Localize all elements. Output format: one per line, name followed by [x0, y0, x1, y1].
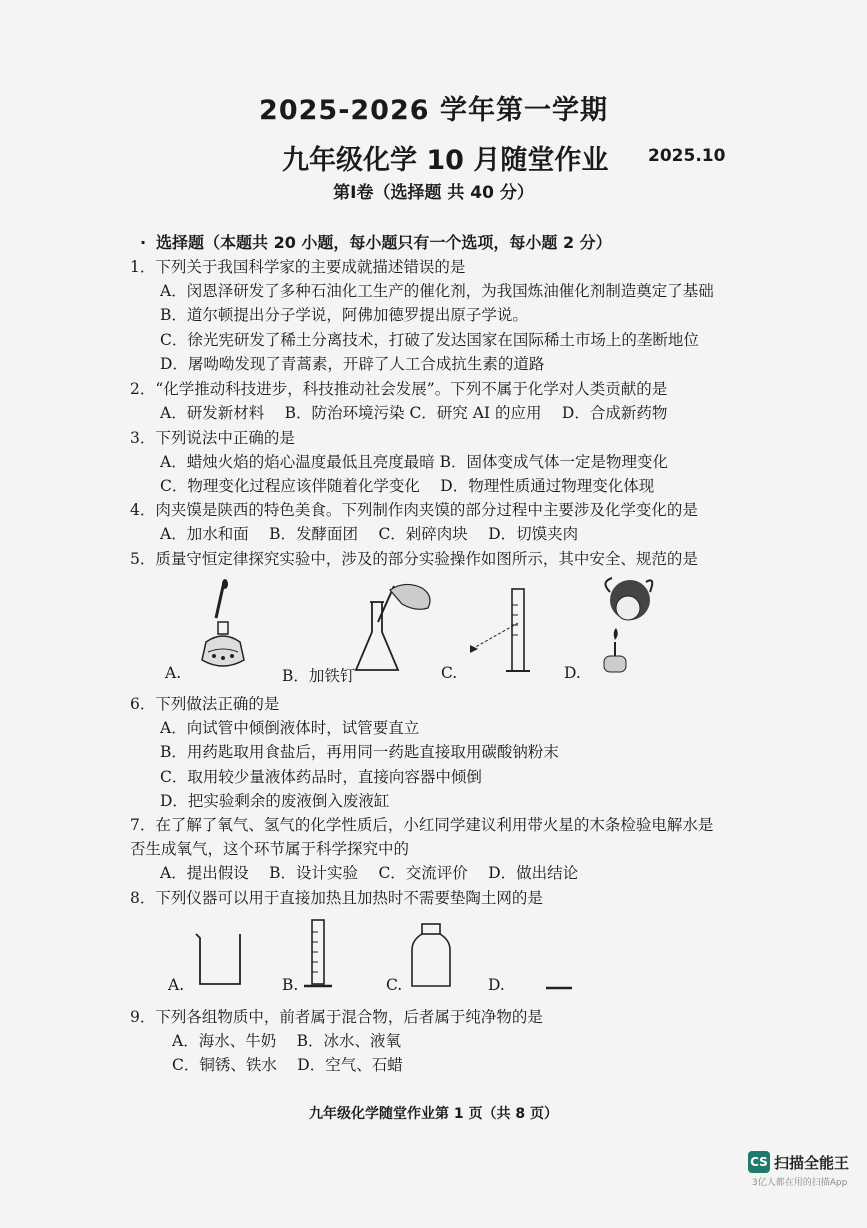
- question-9-options-ab: A．海水、牛奶 B．冰水、液氧: [172, 1032, 402, 1050]
- alcohol-lamp-lighting-figure: [188, 580, 258, 680]
- question-1-stem: 1．下列关于我国科学家的主要成就描述错误的是: [130, 258, 466, 276]
- question-2-stem: 2．“化学推动科技进步，科技推动社会发展”。下列不属于化学对人类贡献的是: [130, 380, 668, 398]
- question-5-stem: 5．质量守恒定律探究实验中，涉及的部分实验操作如图所示，其中安全、规范的是: [130, 550, 698, 568]
- question-5-label-b: B．加铁钉: [282, 667, 356, 685]
- graduated-cylinder-reading-figure: [466, 585, 536, 680]
- question-5-label-d: D.: [564, 664, 581, 682]
- question-4-options: A．加水和面 B．发酵面团 C．剁碎肉块 D．切馍夹肉: [160, 525, 579, 543]
- question-7-stem: 7．在了解了氧气、氢气的化学性质后，小红同学建议利用带火星的木条检验电解水是: [130, 816, 714, 834]
- measuring-cylinder-figure: [300, 918, 336, 992]
- question-1-option-a: A．闵恩泽研发了多种石油化工生产的催化剂，为我国炼油催化剂制造奠定了基础: [160, 282, 714, 300]
- question-6-option-c: C．取用较少量液体药品时，直接向容器中倾倒: [160, 768, 482, 786]
- question-8-label-b: B.: [282, 976, 299, 994]
- part-heading: 第Ⅰ卷（选择题 共 40 分）: [333, 183, 534, 203]
- exam-date: 2025.10: [648, 146, 726, 166]
- flask-adding-iron-nail-figure: [350, 582, 440, 682]
- bullet-mark: ·: [140, 233, 147, 252]
- question-6-stem: 6．下列做法正确的是: [130, 695, 280, 713]
- exam-subtitle-title: 九年级化学 10 月随堂作业: [282, 145, 609, 176]
- question-7-options: A．提出假设 B．设计实验 C．交流评价 D．做出结论: [160, 864, 579, 882]
- exam-title: 2025-2026 学年第一学期: [259, 95, 608, 126]
- question-9-stem: 9．下列各组物质中，前者属于混合物，后者属于纯净物的是: [130, 1008, 543, 1026]
- wide-mouth-bottle-figure: [408, 922, 454, 992]
- question-6-option-d: D．把实验剩余的废液倒入废液缸: [160, 792, 390, 810]
- beaker-figure: [192, 930, 248, 990]
- scanner-app-name: 扫描全能王: [774, 1154, 850, 1172]
- blowing-out-lamp-figure: [590, 572, 670, 682]
- question-8-label-a: A.: [168, 976, 185, 994]
- question-6-option-b: B．用药匙取用食盐后，再用同一药匙直接取用碳酸钠粉末: [160, 743, 559, 761]
- question-8-label-c: C.: [386, 976, 403, 994]
- question-5-label-a: A.: [165, 664, 182, 682]
- question-6-option-a: A．向试管中倾倒液体时，试管要直立: [160, 719, 420, 737]
- question-1-option-b: B．道尔顿提出分子学说，阿佛加德罗提出原子学说。: [160, 306, 528, 324]
- question-9-options-cd: C．铜锈、铁水 D．空气、石蜡: [172, 1056, 403, 1074]
- question-4-stem: 4．肉夹馍是陕西的特色美食。下列制作肉夹馍的部分过程中主要涉及化学变化的是: [130, 501, 698, 519]
- question-8-stem: 8．下列仪器可以用于直接加热且加热时不需要垫陶土网的是: [130, 889, 543, 907]
- question-1-option-d: D．屠呦呦发现了青蒿素，开辟了人工合成抗生素的道路: [160, 355, 545, 373]
- question-3-options-cd: C．物理变化过程应该伴随着化学变化 D．物理性质通过物理变化体现: [160, 477, 655, 495]
- section-heading: [140, 230, 612, 253]
- question-7-stem-cont: 否生成氧气，这个环节属于科学探究中的: [130, 840, 410, 858]
- page-footer: 九年级化学随堂作业第 1 页（共 8 页）: [309, 1106, 558, 1122]
- scanner-logo-icon: CS: [748, 1151, 770, 1173]
- section-heading-text: 选择题（本题共 20 小题，每小题只有一个选项，每小题 2 分）: [156, 233, 612, 252]
- question-1-option-c: C．徐光宪研发了稀土分离技术，打破了发达国家在国际稀土市场上的垄断地位: [160, 331, 699, 349]
- question-8-label-d: D.: [488, 976, 505, 994]
- question-2-options: A．研发新材料 B．防治环境污染 C．研究 AI 的应用 D．合成新药物: [160, 404, 668, 422]
- question-3-stem: 3．下列说法中正确的是: [130, 429, 295, 447]
- evaporating-dish-figure: [544, 984, 574, 992]
- question-5-label-c: C.: [441, 664, 458, 682]
- question-3-options-ab: A．蜡烛火焰的焰心温度最低且亮度最暗 B．固体变成气体一定是物理变化: [160, 453, 669, 471]
- scanner-tagline: 3亿人都在用的扫描App: [752, 1178, 848, 1188]
